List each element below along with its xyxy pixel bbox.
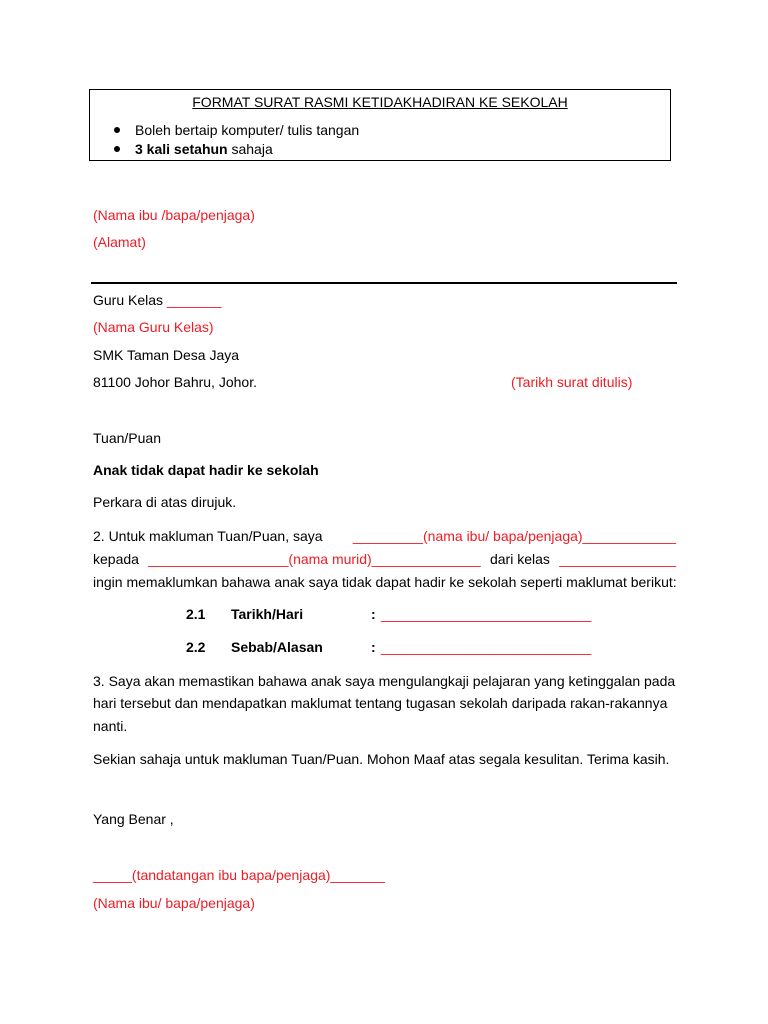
detail-label: Tarikh/Hari xyxy=(231,606,304,622)
para2-line3: ingin memaklumkan bahawa anak saya tidak dapat hadir ke sekolah seperti maklumat berikut: xyxy=(93,574,677,590)
para3-line1: 3. Saya akan memastikan bahawa anak saya mengulangkaji pelajaran yang ketinggalan pada xyxy=(93,673,676,689)
para2-line2 xyxy=(93,551,676,568)
bullet-dot-icon xyxy=(114,146,120,152)
guru-kelas-line xyxy=(93,292,221,309)
detail-colon: : xyxy=(371,639,376,655)
bullet-text: Boleh bertaip komputer/ tulis tangan xyxy=(135,122,360,138)
para2-class-label: dari kelas xyxy=(489,551,550,567)
school-name: SMK Taman Desa Jaya xyxy=(93,347,240,363)
school-city: 81100 Johor Bahru, Johor. xyxy=(93,374,257,390)
student-name-blank: __________________(nama murid)______________ xyxy=(148,551,481,567)
para3-line2: hari tersebut dan mendapatkan maklumat tentang tugasan sekolah daripada rakan-rakannya xyxy=(93,695,668,711)
detail-num: 2.1 xyxy=(186,606,206,622)
header-title: FORMAT SURAT RASMI KETIDAKHADIRAN KE SEKOLAH xyxy=(192,94,568,110)
bullet-item xyxy=(114,141,273,158)
date-day-blank: ___________________________ xyxy=(381,606,592,622)
subject-heading: Anak tidak dapat hadir ke sekolah xyxy=(93,462,319,478)
sign-off: Yang Benar , xyxy=(93,811,174,827)
detail-colon: : xyxy=(371,606,376,622)
bullet-bold-text: 3 kali setahun xyxy=(135,141,228,157)
detail-num: 2.2 xyxy=(186,639,206,655)
reason-blank: ___________________________ xyxy=(381,639,592,655)
signer-name-placeholder: (Nama ibu/ bapa/penjaga) xyxy=(93,895,255,911)
closing-sentence: Sekian sahaja untuk makluman Tuan/Puan. Mohon Maaf atas segala kesulitan. Terima kasih. xyxy=(93,751,670,767)
para2-line1-text: 2. Untuk makluman Tuan/Puan, saya xyxy=(93,528,323,544)
bullet-item xyxy=(114,122,359,139)
salutation: Tuan/Puan xyxy=(93,430,161,446)
divider-line xyxy=(91,282,677,284)
date-placeholder: (Tarikh surat ditulis) xyxy=(511,374,633,390)
guru-kelas-blank: _______ xyxy=(166,292,222,308)
bullet-dot-icon xyxy=(114,127,120,133)
para3-line3: nanti. xyxy=(93,718,128,734)
guru-kelas-label: Guru Kelas xyxy=(93,292,167,308)
bullet-text: sahaja xyxy=(227,141,273,157)
detail-label: Sebab/Alasan xyxy=(231,639,323,655)
reference-line: Perkara di atas dirujuk. xyxy=(93,494,237,510)
sender-address-placeholder: (Alamat) xyxy=(93,234,146,250)
sender-name-placeholder: (Nama ibu /bapa/penjaga) xyxy=(93,207,255,223)
teacher-name-placeholder: (Nama Guru Kelas) xyxy=(93,319,214,335)
parent-name-blank: _________(nama ibu/ bapa/penjaga)____________ xyxy=(352,528,676,544)
para2-line2-text: kepada xyxy=(93,551,139,567)
class-blank: _______________ xyxy=(559,551,676,567)
signature-line: _____(tandatangan ibu bapa/penjaga)_______ xyxy=(93,867,385,883)
header-box xyxy=(89,89,671,161)
para2-line1 xyxy=(93,528,676,545)
